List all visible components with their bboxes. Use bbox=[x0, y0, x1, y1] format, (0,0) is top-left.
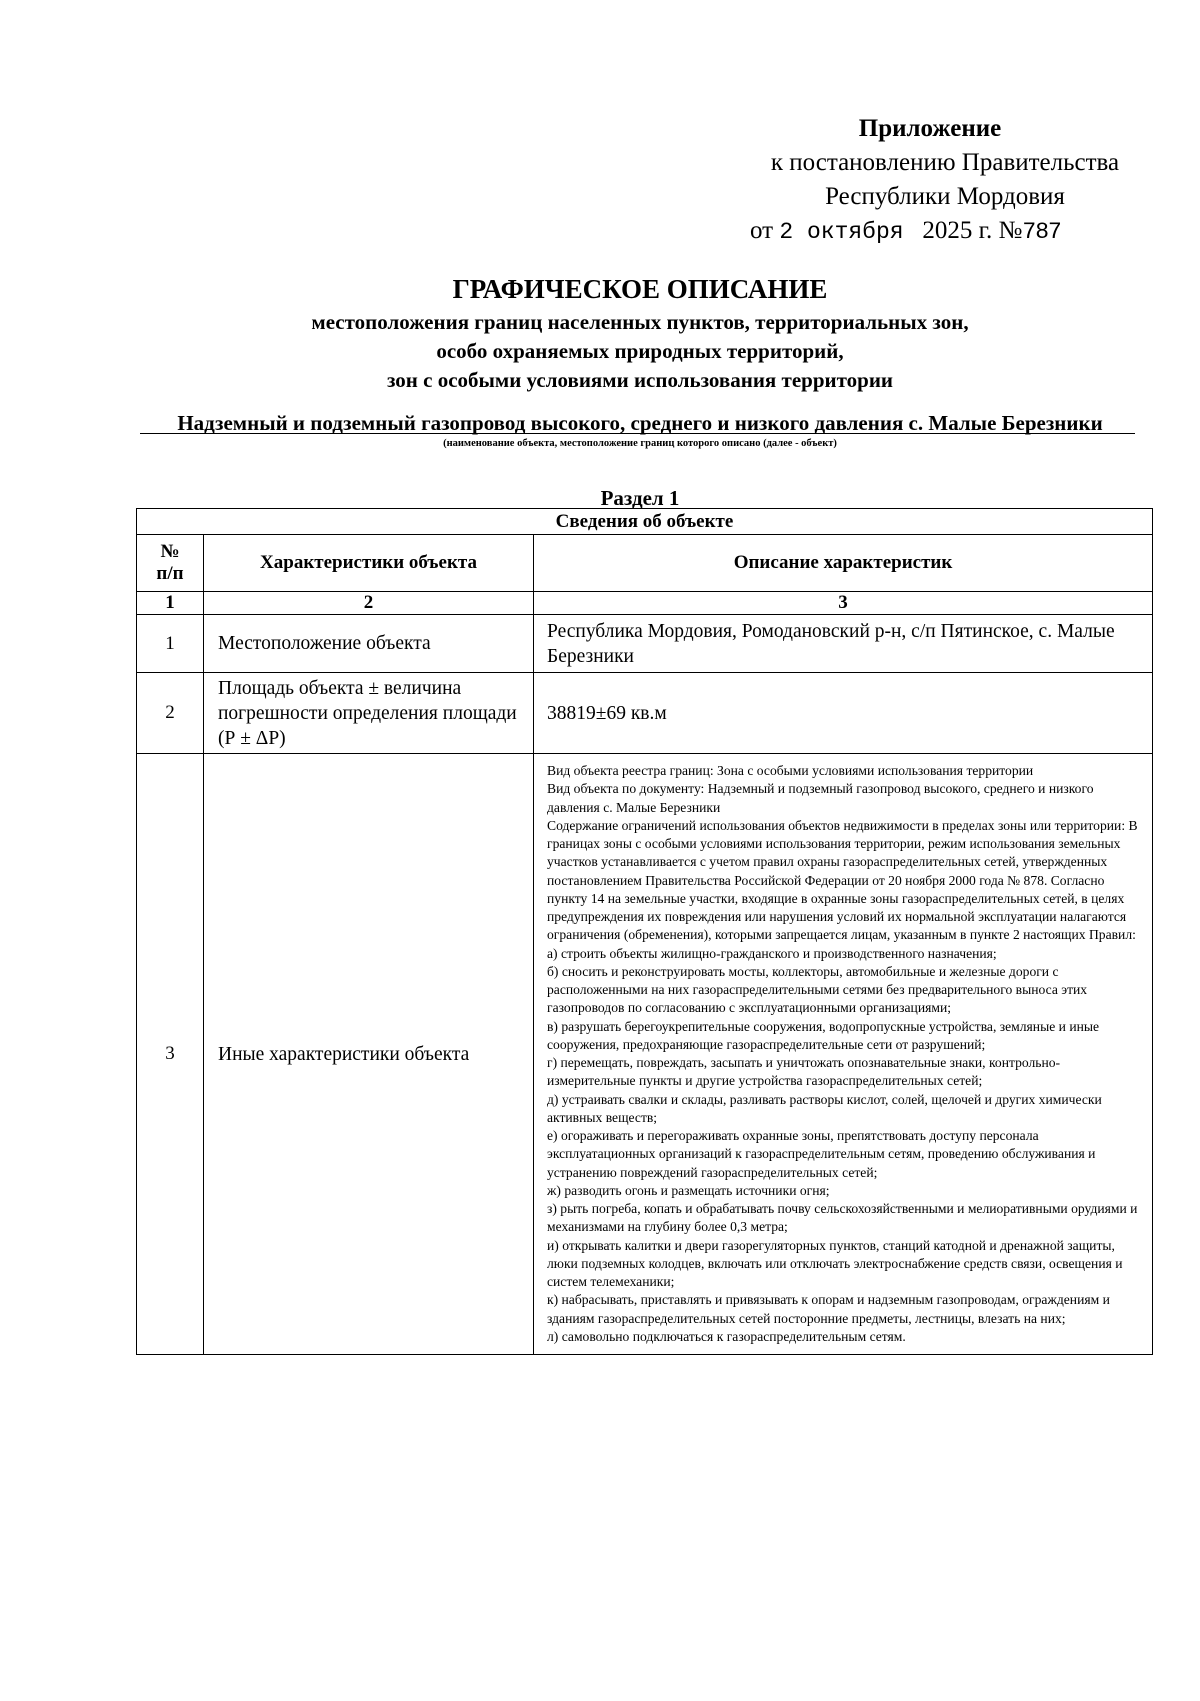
appendix-from: от bbox=[750, 217, 774, 244]
header-characteristics: Характеристики объекта bbox=[204, 535, 534, 592]
header-description: Описание характеристик bbox=[534, 535, 1153, 592]
column-number-3: 3 bbox=[534, 592, 1153, 615]
appendix-title: Приложение bbox=[858, 115, 1002, 142]
row-description: Вид объекта реестра границ: Зона с особыми условиями использования территории Вид объекта по документу: Надземный и подземный газопровод высокого, среднего и низкого давления с. Малые Березники Содержание ограничений использования объектов недвижимости в пределах зоны или территории: В границах зоны с особыми условиями использования территории, режим использования земельных участков устанавливается с учетом правил охраны газораспределительных сетей, утвержденных постановлением Правительства Российской Федерации от 20 ноября 2000 года № 878. Согласно пункту 14 на земельные участки, входящие в охранные зоны газораспределительных сетей, в целях предупреждения их повреждения или нарушения условий их нормальной эксплуатации налагаются ограничения (обременения), которыми запрещается лицам, указанным в пункте 2 настоящих Правил: а) строить объекты жилищно-гражданского и производственного назначения; б) сносить и реконструировать мосты, коллекторы, автомобильные и железные дороги с расположенными на них газораспределительными сетями без предварительного выноса этих газопроводов по согласованию с эксплуатационными организациями; в) разрушать берегоукрепительные сооружения, водопропускные устройства, земляные и иные сооружения, предохраняющие газораспределительные сети от разрушений; г) перемещать, повреждать, засыпать и уничтожать опознавательные знаки, контрольно-измерительные пункты и другие устройства газораспределительных сетей; д) устраивать свалки и склады, разливать растворы кислот, солей, щелочей и других химически активных веществ; е) огораживать и перегораживать охранные зоны, препятствовать доступу персонала эксплуатационных организаций к газораспределительным сетям, проведению обслуживания и устранению повреждений газораспределительных сетей; ж) разводить огонь и размещать источники огня; з) рыть погреба, копать и обрабатывать почву сельскохозяйственными и мелиоративными орудиями и механизмами на глубину более 0,3 метра; и) открывать калитки и двери газорегуляторных пунктов, станций катодной и дренажной защиты, люки подземных колодцев, включать или отключать электроснабжение средств связи, освещения и систем телемеханики; к) набрасывать, приставлять и привязывать к опорам и надземным газопроводам, ограждениям и зданиям газораспределительных сетей посторонние предметы, лестницы, влезать на них; л) самовольно подключаться к газораспределительным сетям. bbox=[534, 754, 1153, 1355]
table-caption: Сведения об объекте bbox=[137, 509, 1153, 535]
appendix-date-line bbox=[735, 214, 1155, 249]
appendix-number: 787 bbox=[1022, 219, 1061, 245]
column-number-1: 1 bbox=[137, 592, 204, 615]
subtitle-line-2: особо охраняемых природных территорий, bbox=[436, 339, 844, 363]
object-info-table bbox=[136, 508, 1153, 1355]
row-num: 2 bbox=[137, 673, 204, 754]
row-characteristic: Площадь объекта ± величина погрешности определения площади (Р ± ΔР) bbox=[204, 673, 534, 754]
row-description: Республика Мордовия, Ромодановский р-н, с/п Пятинское, с. Малые Березники bbox=[534, 615, 1153, 673]
header-num: № п/п bbox=[137, 535, 204, 592]
row-num: 3 bbox=[137, 754, 204, 1355]
row-characteristic: Местоположение объекта bbox=[204, 615, 534, 673]
appendix-year: 2025 г. № bbox=[922, 217, 1023, 244]
appendix-line-2: Республики Мордовия bbox=[825, 183, 1065, 210]
appendix-date: 2 октября bbox=[779, 219, 904, 245]
column-number-2: 2 bbox=[204, 592, 534, 615]
object-caption: (наименование объекта, местоположение границ которого описано (далее - объект) bbox=[443, 438, 837, 449]
object-name-underline bbox=[140, 433, 1135, 434]
object-name: Надземный и подземный газопровод высокого, среднего и низкого давления с. Малые Березники bbox=[177, 411, 1103, 435]
table-row bbox=[137, 673, 1153, 754]
appendix-header bbox=[735, 112, 1155, 249]
row-num: 1 bbox=[137, 615, 204, 673]
document-title: ГРАФИЧЕСКОЕ ОПИСАНИЕ bbox=[452, 274, 828, 304]
subtitle-line-1: местоположения границ населенных пунктов, территориальных зон, bbox=[311, 310, 969, 334]
table-row bbox=[137, 615, 1153, 673]
section-label: Раздел 1 bbox=[600, 486, 680, 510]
row-characteristic: Иные характеристики объекта bbox=[204, 754, 534, 1355]
row-description: 38819±69 кв.м bbox=[534, 673, 1153, 754]
document-subtitle bbox=[140, 308, 1140, 395]
table-row bbox=[137, 754, 1153, 1355]
subtitle-line-3: зон с особыми условиями использования территории bbox=[386, 368, 894, 392]
appendix-line-1: к постановлению Правительства bbox=[770, 149, 1120, 176]
